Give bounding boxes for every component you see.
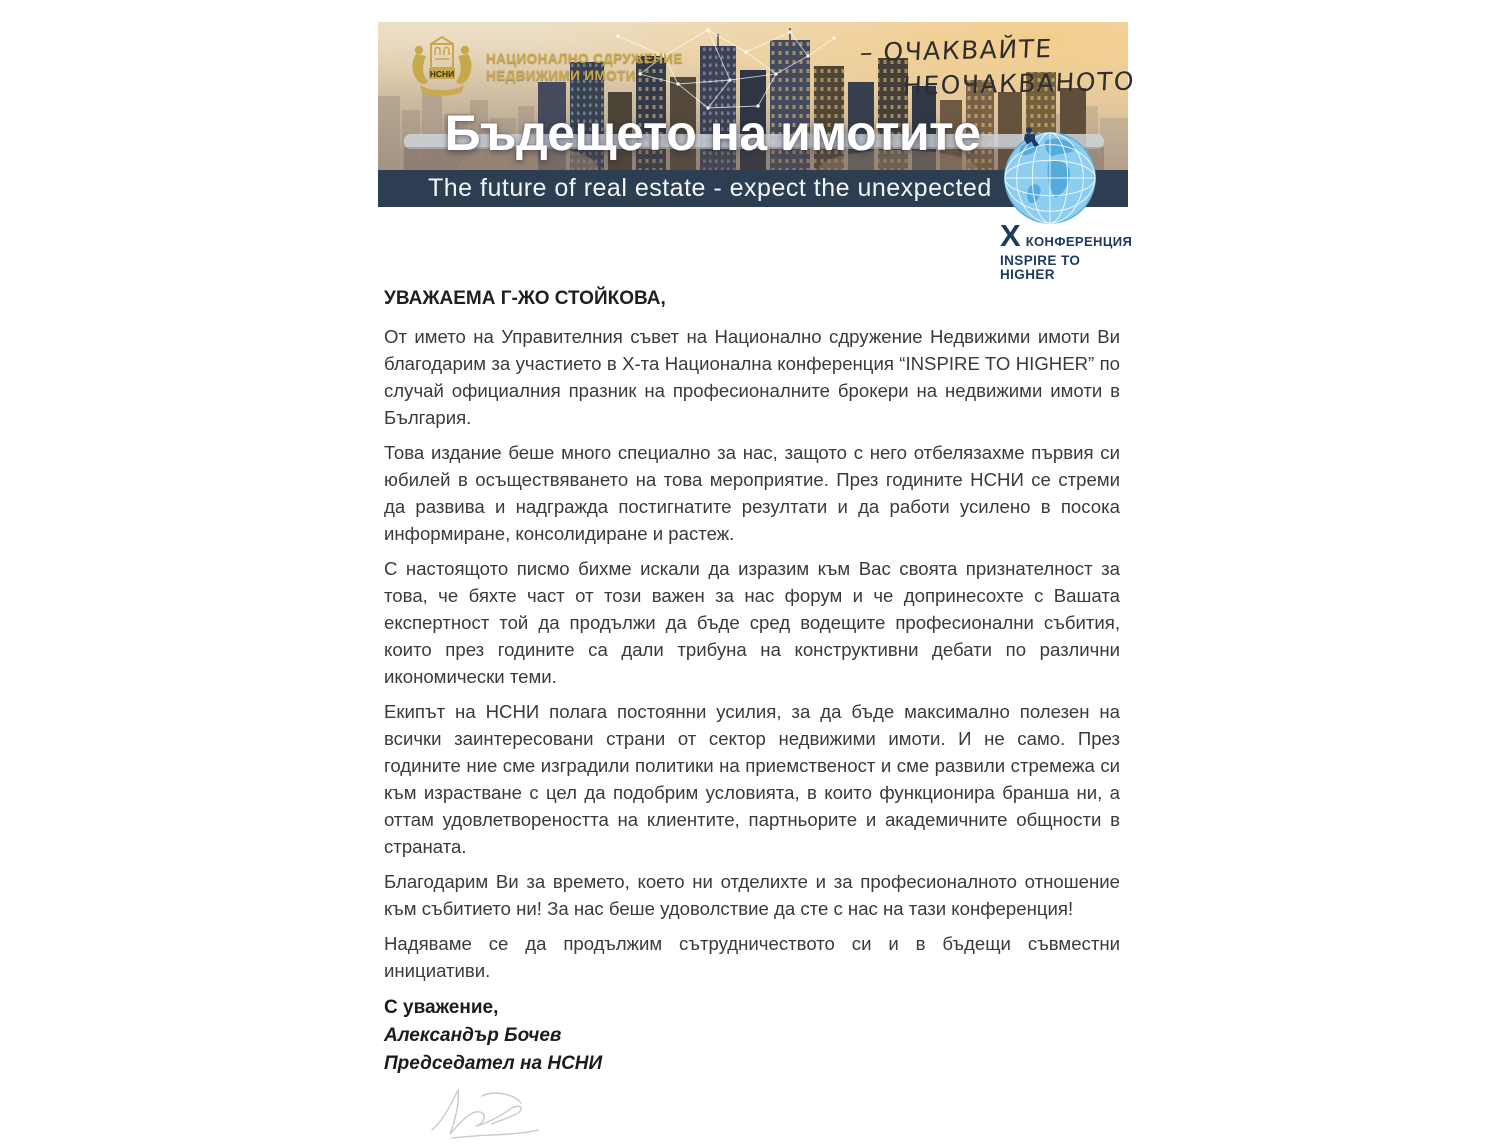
- paragraph-4: Екипът на НСНИ полага постоянни усилия, за да бъде максимално полезен на всички заинтересовани страни от сектор недвижими имоти. И не само. През годините ние сме изградили политики на приемственост и сме развили стремежа си към израстване с цел да подобрим условията, в които функционира бранша ни, а оттам удовлетвореността на клиентите, партньорите и академичните общности в страната.: [384, 701, 1120, 857]
- paragraph-2: Това издание беше много специално за нас, защото с него отбелязахме първия си юбилей в осъществяването на това мероприятие. През годините НСНИ се стреми да развива и надгражда постигнатите резултати и да работи усилено в посока информиране, консолидиране и растеж.: [384, 442, 1120, 544]
- signature-block: [384, 994, 1120, 1147]
- globe-icon: [1001, 128, 1099, 226]
- letter-body: [384, 285, 1120, 1147]
- banner-subtitle-strip: The future of real estate - expect the unexpected: [378, 170, 1128, 207]
- paragraph-5: Благодарим Ви за времето, което ни отделихте и за професионалното отношение към събитието ни! За нас беше удоволствие да сте с нас на тази конференция!: [384, 871, 1120, 919]
- conference-subtitle: INSPIRE TO HIGHER: [1000, 253, 1081, 282]
- org-name-line1: НАЦИОНАЛНО СДРУЖЕНИЕ: [486, 51, 683, 66]
- signature-image: [424, 1080, 564, 1142]
- handwritten-tagline-line2: НЕОЧАКВАНОТО: [902, 66, 1136, 101]
- closing: С уважение,: [384, 997, 499, 1018]
- paragraph-6: Надяваме се да продължим сътрудничеството си и в бъдещи съвместни инициативи.: [384, 933, 1120, 981]
- handwritten-tagline-line1: – ОЧАКВАЙТЕ: [859, 33, 1054, 68]
- svg-text:НСНИ: НСНИ: [429, 69, 455, 79]
- signer-title: Председател на НСНИ: [384, 1053, 603, 1074]
- conference-word: КОНФЕРЕНЦИЯ: [1025, 234, 1133, 249]
- nsni-crest-icon: [406, 34, 478, 102]
- conference-numeral: X: [1000, 218, 1021, 253]
- salutation: УВАЖАЕМА Г-ЖО СТОЙКОВА,: [384, 288, 666, 309]
- paragraph-3: С настоящото писмо бихме искали да изразим към Вас своята признателност за това, че бяхте част от този важен за нас форум и че допринесохте с Вашата експертност той да продължи да бъде сред водещите професионални събития, които през годините са дали трибуна на конструктивни дебати по различни икономически теми.: [384, 558, 1120, 687]
- org-name: [486, 50, 706, 84]
- conference-label: [1000, 218, 1133, 282]
- banner-title: Бъдещето на имотите: [444, 105, 981, 161]
- paragraph-1: От името на Управителния съвет на Национално сдружение Недвижими имоти Ви благодарим за участието в Х-та Национална конференция “INSPIRE TO HIGHER” по случай официалния празник на професионалните брокери на недвижими имоти в България.: [384, 326, 1120, 428]
- signer-name: Александър Бочев: [384, 1025, 562, 1046]
- org-name-line2: НЕДВИЖИМИ ИМОТИ: [486, 68, 636, 83]
